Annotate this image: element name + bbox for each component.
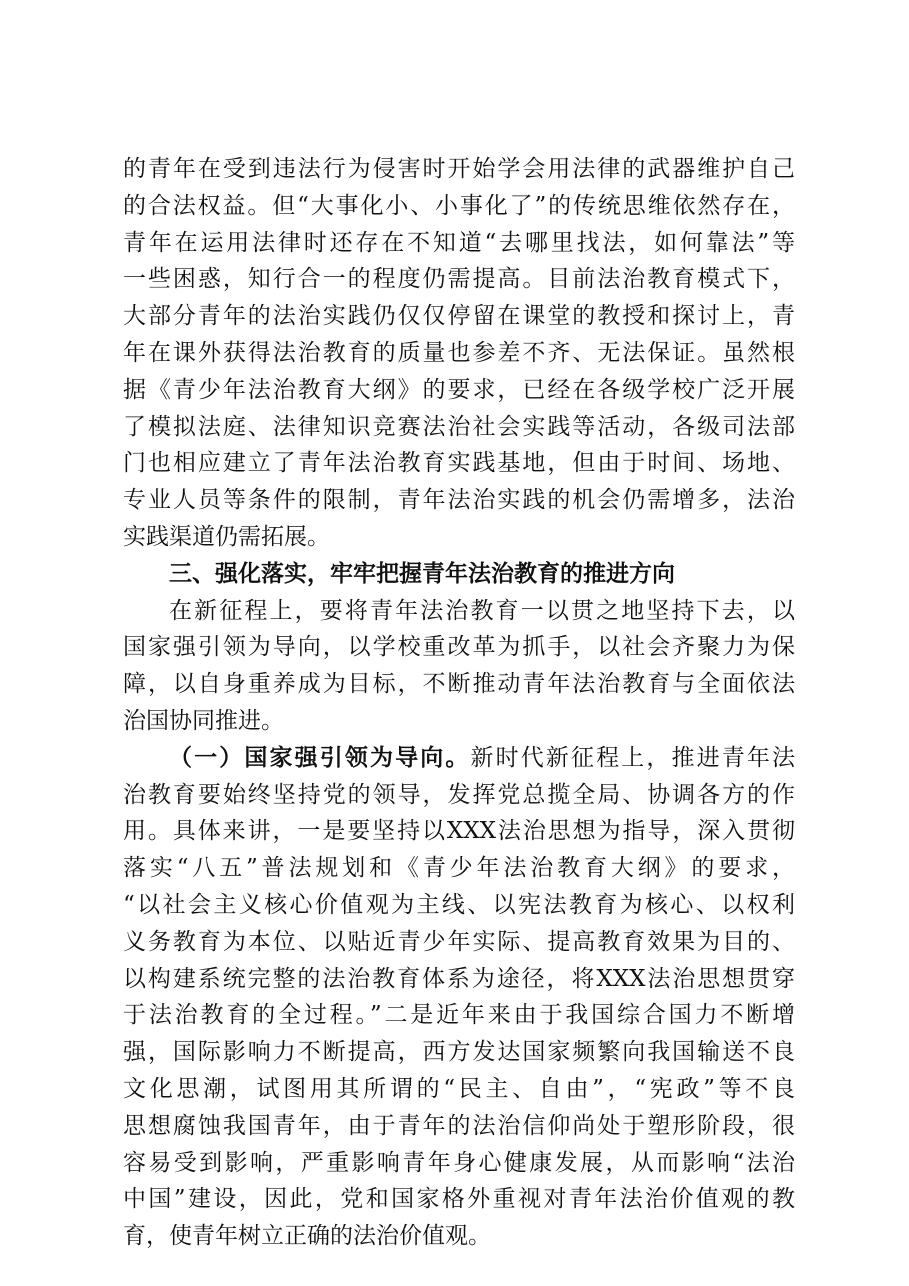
text-line: 以构建系统完整的法治教育体系为途径，将XXX法治思想贯穿	[123, 965, 795, 992]
text-line: 落实“八五”普法规划和《青少年法治教育大纲》的要求，	[123, 855, 795, 882]
text-line: 一些困惑，知行合一的程度仍需提高。目前法治教育模式下，	[123, 266, 795, 293]
section-heading: 三、强化落实，牢牢把握青年法治教育的推进方向	[169, 560, 675, 587]
text-line	[123, 740, 795, 777]
text-line: 门也相应建立了青年法治教育实践基地，但由于时间、场地、	[123, 450, 795, 477]
text-line: 在新征程上，要将青年法治教育一以贯之地坚持下去，以	[169, 597, 795, 624]
text-line: 用。具体来讲，一是要坚持以XXX法治思想为指导，深入贯彻	[123, 818, 795, 845]
paragraph-new-journey	[123, 593, 795, 740]
subsection-heading: （一）国家强引领为导向。	[169, 744, 471, 771]
text-line: 大部分青年的法治实践仍仅仅停留在课堂的教授和探讨上，青	[123, 303, 795, 330]
text-line: 障，以自身重养成为目标，不断推动青年法治教育与全面依法	[123, 671, 795, 698]
text-line: 的青年在受到违法行为侵害时开始学会用法律的武器维护自己	[123, 156, 795, 182]
text-line: 的合法权益。但“大事化小、小事化了”的传统思维依然存在，	[123, 192, 795, 219]
text-line: 专业人员等条件的限制，青年法治实践的机会仍需增多，法治	[123, 487, 795, 514]
text-line: 了模拟法庭、法律知识竞赛法治社会实践等活动，各级司法部	[123, 413, 795, 440]
text-line: 青年在运用法律时还存在不知道“去哪里找法，如何靠法”等	[123, 229, 795, 256]
text-line: 文化思潮，试图用其所谓的“民主、自由”，“宪政”等不良	[123, 1075, 795, 1102]
text-line: 据《青少年法治教育大纲》的要求，已经在各级学校广泛开展	[123, 376, 795, 403]
text-line: 国家强引领为导向，以学校重改革为抓手，以社会齐聚力为保	[123, 634, 795, 661]
text-line: 育，使青年树立正确的法治价值观。	[123, 1223, 491, 1250]
text-line: 强，国际影响力不断提高，西方发达国家频繁向我国输送不良	[123, 1039, 795, 1066]
text-line: 义务教育为本位、以贴近青少年实际、提高教育效果为目的、	[123, 928, 795, 955]
text-run: 新时代新征程上，推进青年法	[470, 744, 795, 771]
text-line: 中国”建设，因此，党和国家格外重视对青年法治价值观的教	[123, 1186, 795, 1213]
text-line: 思想腐蚀我国青年，由于青年的法治信仰尚处于塑形阶段，很	[123, 1112, 795, 1139]
text-line: 于法治教育的全过程。”二是近年来由于我国综合国力不断增	[123, 1002, 795, 1029]
paragraph-rights-awareness	[123, 151, 795, 556]
text-line: 治教育要始终坚持党的领导，发挥党总揽全局、协调各方的作	[123, 781, 795, 808]
text-line: 年在课外获得法治教育的质量也参差不齐、无法保证。虽然根	[123, 339, 795, 366]
paragraph-state-guidance	[123, 740, 795, 1255]
text-line: 容易受到影响，严重影响青年身心健康发展，从而影响“法治	[123, 1149, 795, 1176]
document-body	[123, 151, 795, 1255]
text-line: 实践渠道仍需拓展。	[123, 523, 330, 550]
text-line: 治国协同推进。	[123, 707, 284, 734]
text-line: “以社会主义核心价值观为主线、以宪法教育为核心、以权利	[123, 891, 795, 918]
